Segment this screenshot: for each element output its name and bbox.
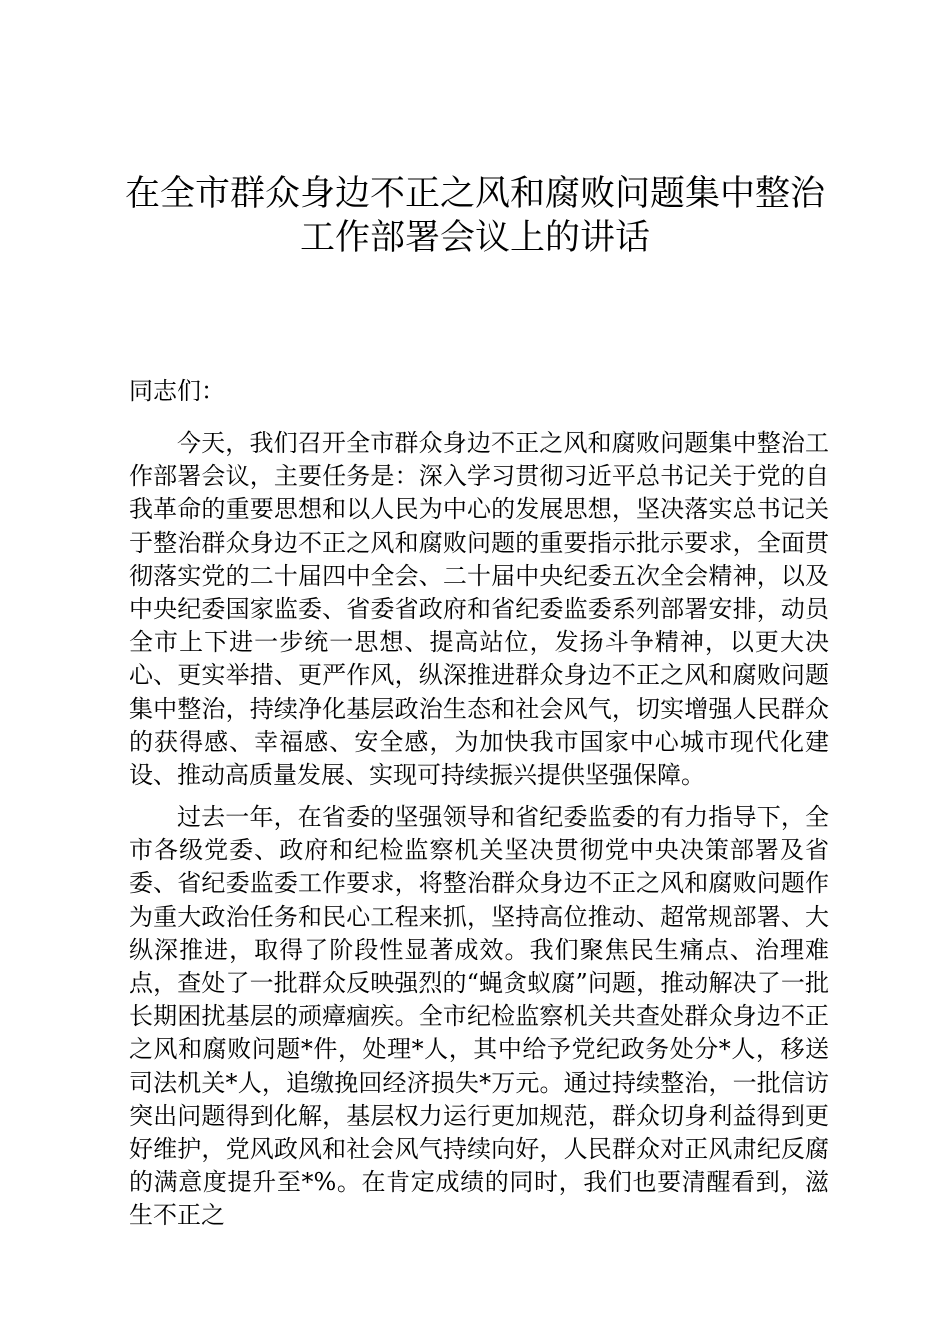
paragraph-1: 今天，我们召开全市群众身边不正之风和腐败问题集中整治工作部署会议，主要任务是：深入学习贯彻习近平总书记关于党的自我革命的重要思想和以人民为中心的发展思想，坚决落实总书记关于整治群众身边不正之风和腐败问题的重要指示批示要求，全面贯彻落实党的二十届四中全会、二十届中央纪委五次全会精神，以及中央纪委国家监委、省委省政府和省纪委监委系列部署安排，动员全市上下进一步统一思想、提高站位，发扬斗争精神，以更大决心、更实举措、更严作风，纵深推进群众身边不正之风和腐败问题集中整治，持续净化基层政治生态和社会风气，切实增强人民群众的获得感、幸福感、安全感，为加快我市国家中心城市现代化建设、推动高质量发展、实现可持续振兴提供坚强保障。: [129, 429, 829, 790]
salutation: 同志们：: [129, 377, 225, 405]
title-line-1: 在全市群众身边不正之风和腐败问题集中整治: [124, 174, 825, 214]
page-title: [100, 172, 850, 260]
title-line-2: 工作部署会议上的讲话: [299, 218, 650, 258]
paragraph-2: 过去一年，在省委的坚强领导和省纪委监委的有力指导下，全市各级党委、政府和纪检监察机关坚决贯彻党中央决策部署及省委、省纪委监委工作要求，将整治群众身边不正之风和腐败问题作为重大政治任务和民心工程来抓，坚持高位推动、超常规部署、大纵深推进，取得了阶段性显著成效。我们聚焦民生痛点、治理难点，查处了一批群众反映强烈的“蝇贪蚁腐”问题，推动解决了一批长期困扰基层的顽瘴痼疾。全市纪检监察机关共查处群众身边不正之风和腐败问题*件，处理*人，其中给予党纪政务处分*人，移送司法机关*人，追缴挽回经济损失*万元。通过持续整治，一批信访突出问题得到化解，基层权力运行更加规范，群众切身利益得到更好维护，党风政风和社会风气持续向好，人民群众对正风肃纪反腐的满意度提升至*%。在肯定成绩的同时，我们也要清醒看到，滋生不正之: [129, 803, 829, 1230]
